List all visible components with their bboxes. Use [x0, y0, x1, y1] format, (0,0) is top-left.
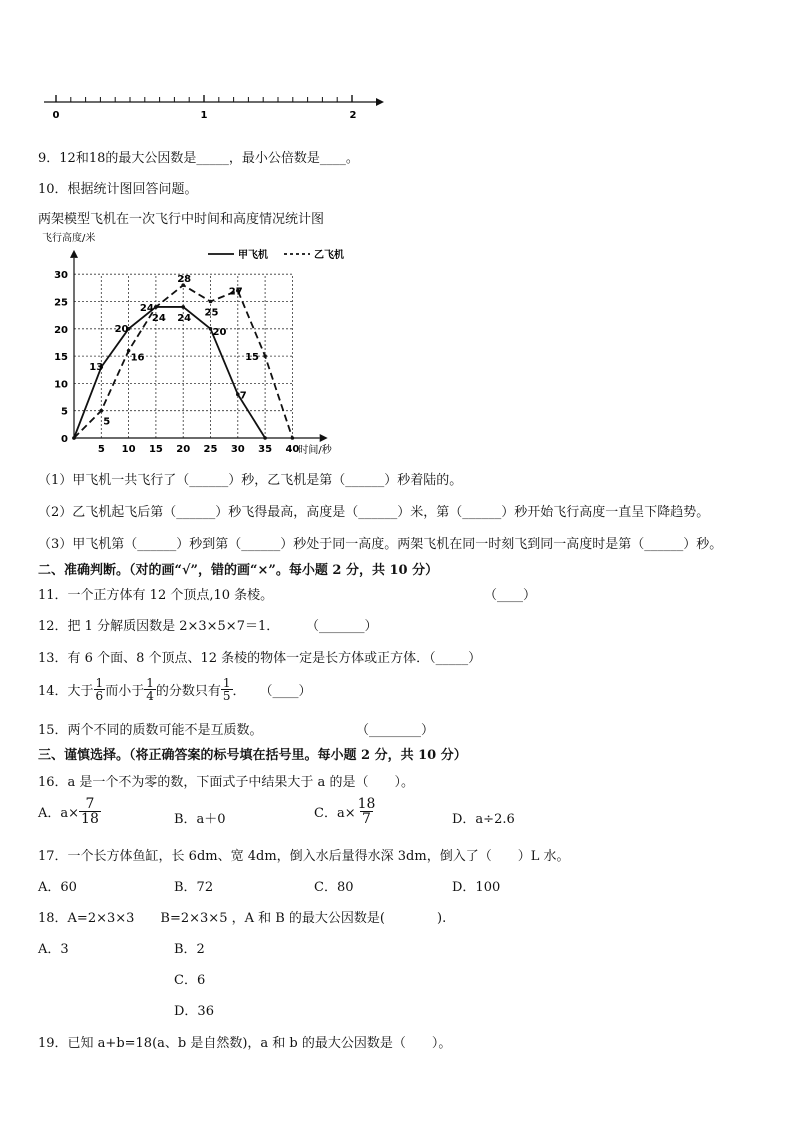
data-point: [154, 305, 158, 309]
q17-option-a[interactable]: A．60: [38, 880, 77, 895]
section-3-heading: 三、谨慎选择。（将正确答案的标号填在括号里。每小题 2 分，共 10 分）: [38, 748, 467, 763]
option-c-text: C．a×: [314, 806, 356, 821]
q17-option-d[interactable]: D．100: [452, 880, 501, 895]
fraction-numerator: 18: [357, 796, 376, 812]
fraction-denominator: 4: [146, 689, 154, 703]
x-axis-arrow: [320, 434, 328, 442]
data-label: 25: [204, 307, 219, 319]
y-tick-label: 5: [61, 406, 68, 418]
question-15: 15．两个不同的质数可能不是互质数。: [38, 723, 263, 738]
q14-text-b: 而小于: [105, 684, 145, 699]
q17-option-b[interactable]: B．72: [174, 880, 214, 895]
q14-text-c: 的分数只有: [155, 684, 221, 699]
fraction-1-5: [221, 677, 233, 702]
number-line: [40, 88, 390, 124]
fraction-7-18: [79, 797, 101, 826]
x-tick-label: 20: [176, 444, 191, 455]
question-18: 18．A=2×3×3 B=2×3×5 ，A 和 B 的最大公因数是( ).: [38, 911, 447, 926]
data-label: 20: [212, 326, 227, 338]
question-14-answer-paren[interactable]: （____）: [259, 684, 312, 699]
number-line-label: 2: [349, 110, 357, 121]
y-tick-label: 20: [54, 324, 68, 336]
y-axis-title: 飞行高度/米: [42, 233, 96, 244]
fraction-denominator: 7: [362, 811, 371, 827]
question-10-sub-1: （1）甲飞机一共飞行了（______）秒，乙飞机是第（______）秒着陆的。: [38, 473, 463, 488]
y-axis-arrow: [70, 250, 78, 258]
data-point: [100, 409, 104, 413]
data-label: 24: [177, 312, 192, 324]
data-label: 20: [114, 323, 129, 335]
line-chart: [38, 228, 358, 460]
fraction-numerator: 1: [95, 676, 104, 690]
q16-option-b[interactable]: B．a＋0: [174, 812, 226, 827]
y-tick-label: 10: [54, 379, 68, 391]
question-15-answer-paren[interactable]: （________）: [356, 723, 435, 738]
option-a-text: A．a×: [38, 806, 80, 821]
fraction-numerator: 1: [222, 676, 231, 690]
data-label: 15: [245, 352, 260, 364]
question-10: 10．根据统计图回答问题。: [38, 182, 198, 197]
y-tick-label: 25: [54, 297, 68, 309]
fraction-1-4: [144, 677, 156, 702]
question-14: [38, 677, 312, 702]
data-label: 5: [103, 416, 111, 428]
q16-option-c[interactable]: [314, 797, 377, 826]
q14-text-a: 14．大于: [38, 684, 94, 699]
data-label: 7: [239, 390, 247, 402]
q18-option-d[interactable]: D．36: [174, 1004, 214, 1019]
data-label: 13: [89, 362, 104, 374]
y-tick-label: 30: [54, 270, 68, 282]
data-label: 28: [177, 274, 192, 286]
data-label: 16: [130, 352, 145, 364]
x-tick-label: 40: [285, 444, 300, 455]
fraction-1-6: [94, 677, 106, 702]
question-11-answer-paren[interactable]: （____）: [484, 588, 537, 603]
question-10-sub-2: （2）乙飞机起飞后第（______）秒飞得最高，高度是（______）米，第（______）秒开始飞行高度一直呈下降趋势。: [38, 505, 710, 520]
question-12: 12．把 1 分解质因数是 2×3×5×7＝1．: [38, 619, 280, 634]
x-tick-label: 10: [121, 444, 136, 455]
y-tick-label: 15: [54, 352, 68, 364]
question-11: 11．一个正方体有 12 个顶点,10 条棱。: [38, 588, 274, 603]
legend-label-jia: 甲飞机: [238, 250, 268, 261]
data-point: [291, 436, 295, 440]
fraction-numerator: 1: [146, 676, 154, 690]
data-label: 24: [139, 302, 154, 314]
x-tick-label: 35: [258, 444, 273, 455]
number-line-arrow: [376, 98, 384, 106]
question-12-answer-paren[interactable]: （_______）: [306, 619, 378, 634]
data-point: [72, 436, 76, 440]
q16-option-d[interactable]: D．a÷2.6: [452, 812, 515, 827]
question-13: 13．有 6 个面、8 个顶点、12 条棱的物体一定是长方体或正方体．（_____）: [38, 651, 482, 666]
fraction-denominator: 18: [81, 811, 99, 827]
fraction-numerator: 7: [85, 796, 95, 812]
data-point: [263, 354, 267, 358]
question-10-sub-3: （3）甲飞机第（______）秒到第（______）秒处于同一高度。两架飞机在同一时刻飞到同一高度时是第（______）秒。: [38, 537, 723, 552]
x-tick-label: 5: [97, 444, 105, 455]
q18-option-a[interactable]: A．3: [38, 942, 69, 957]
y-tick-label: 0: [61, 434, 68, 445]
x-tick-label: 30: [230, 444, 245, 455]
data-label: 27: [228, 286, 243, 298]
q16-option-a[interactable]: [38, 797, 101, 826]
x-tick-label: 15: [148, 444, 163, 455]
section-2-heading: 二、准确判断。（对的画“√”，错的画“×”。每小题 2 分，共 10 分）: [38, 563, 439, 578]
chart-title: 两架模型飞机在一次飞行中时间和高度情况统计图: [38, 212, 325, 227]
question-9: 9．12和18的最大公因数是_____，最小公倍数是____。: [38, 151, 359, 166]
number-line-label: 0: [52, 110, 60, 121]
q14-text-d: ．: [232, 684, 246, 699]
fraction-18-7: [356, 797, 378, 826]
question-19: 19．已知 a+b=18(a、b 是自然数)，a 和 b 的最大公因数是（ ）。: [38, 1036, 452, 1051]
data-point: [263, 436, 267, 440]
legend-label-yi: 乙飞机: [314, 250, 344, 261]
fraction-denominator: 5: [222, 689, 231, 703]
x-tick-label: 25: [203, 444, 218, 455]
number-line-label: 1: [200, 110, 208, 121]
q18-option-c[interactable]: C．6: [174, 973, 206, 988]
question-16: 16．a 是一个不为零的数，下面式子中结果大于 a 的是（ ）。: [38, 775, 414, 790]
q18-option-b[interactable]: B．2: [174, 942, 205, 957]
data-label: 24: [151, 312, 166, 324]
q17-option-c[interactable]: C．80: [314, 880, 354, 895]
x-axis-title: 时间/秒: [298, 445, 332, 456]
data-point: [181, 305, 185, 309]
fraction-denominator: 6: [95, 689, 104, 703]
question-17: 17．一个长方体鱼缸，长 6dm、宽 4dm，倒入水后量得水深 3dm，倒入了（ ）L 水。: [38, 849, 570, 864]
data-point: [209, 300, 213, 304]
